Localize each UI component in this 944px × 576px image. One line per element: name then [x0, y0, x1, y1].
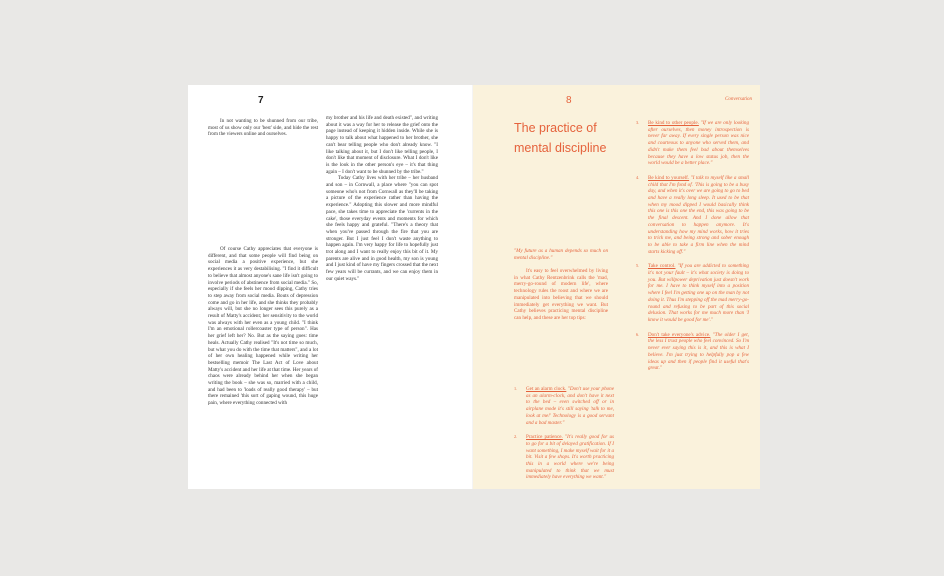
tip-number: 1. — [514, 386, 518, 391]
pull-quote-text: "My future as a human depends so much on mental discipline." — [514, 248, 608, 261]
body-paragraph: In not wanting to be shunned from our tribe, most of us show only our 'best' side, and hide the rest from the viewers online and ourselves. — [208, 118, 318, 138]
tip-heading: Be kind to other people. — [648, 120, 699, 126]
tip-number: 4. — [636, 174, 640, 180]
tip-heading: Don't take everyone's advice. — [648, 331, 711, 338]
tip-body: "If we are only looking after ourselves, then money introspection is never far away. If every single person was nice and courteous to anyone who served them, and didn't make them feel bad about themselves because they have a low status job, then the world would be a better place." — [648, 120, 749, 167]
intro-paragraph: It's easy to feel overwhelmed by living in what Cathy Rentzenbrink calls the 'mad, merry-go-round of modern life', where technology rules the roost and where we are manipulated into believing that we should immediately get everything we want. But Cathy believes practicing mental discipline can help, and these are her top tips: — [514, 268, 608, 321]
tip-body: "The older I get, the less I trust people who feel convinced. So I'm never ever saying this is it, and this is what I believe. I'm just trying to helpfully pop a few ideas up and then if people find it useful that's great." — [648, 331, 749, 372]
tip-body: "If you are addicted to something it's not your fault – it's what society is doing to you. But willpower deprivation just doesn't work for me. I have to think myself into a position where I feel I'm getting one up on the man by not doing it. Thus I'm stepping off the mad merry-go-round and refusing to be part of this social delusion. That works for me much more than 'I know it would be good for me'." — [648, 263, 749, 323]
article-title: The practice of mental discipline — [514, 121, 607, 155]
body-paragraph: my brother and his life and death existed", and writing about it was a way for her to release the grief onto the page instead of keeping it hidden inside. While she is happy to talk about what happened to her brother, she can't bear telling people who don't already know. "I like talking about it, but I don't like telling people, I don't like that moment of disclosure. What I don't like is the look in the other person's eye – it's that thing again – I don't want to be shunned by the tribe." — [326, 115, 438, 175]
tip-body: "Don't use your phone as an alarm-clock, and don't have it next to the bed – even switched off or in airplane mode it's still saying 'talk to me, look at me!' Technology is a good servant and a bad master." — [526, 386, 614, 426]
tip-number: 5. — [636, 263, 640, 269]
left-column-1-top — [208, 118, 318, 138]
tips-list-right — [636, 120, 749, 380]
tip-number: 3. — [636, 120, 640, 125]
tip-heading: Practice patience. — [526, 434, 563, 441]
page-number: 8 — [566, 95, 572, 106]
tip-item — [636, 120, 749, 167]
tip-item — [514, 386, 614, 426]
page-number: 7 — [258, 95, 264, 106]
tip-item — [636, 175, 749, 255]
running-head: Conversation — [725, 97, 752, 102]
body-paragraph: Today Cathy lives with her tribe – her husband and son – in Cornwall, a place where "you can spot someone who's not from Cornwall as they'll be taking a picture of the experience rather than having the experience." Adopting this slower and more mindful pace, she takes time to appreciate the 'currents in the cake', those everyday events and moments for which she feels happy and grateful. "There's a theory that when you've passed through the fire that you are stronger. But I just feel I don't waste anything to happen again. I'm very happy for life to hopefully just trot along and I want to really enjoy this bit of it. My parents are alive and in good health, my son is young and I just kind of have my fingers crossed that the next few years will be currants, and we can enjoy them in our quiet ways." — [326, 175, 438, 282]
tip-heading: Take control. — [648, 263, 676, 270]
left-page — [188, 85, 473, 489]
tip-heading: Get an alarm clock. — [526, 386, 567, 392]
tips-list-left — [514, 386, 614, 489]
tip-body: "I talk to myself like a small child that I'm fond of. 'This is going to be a busy day, and when it's over we are going to go to bed and have a really long sleep. It used to be that when my mood dipped I would basically think this one is this one the end, this was going to be the final descent. And I done allow that conversation to happen anymore. It's understanding how my mind works, how it tries to trick me, and being strong and sober enough to be able to take a firm line when the mind starts kicking off." — [648, 174, 749, 255]
tip-body: "It's really good for us to go for a bit of delayed gratification. If I want something, I make myself wait for it a bit. Visit a few shops. It's worth practicing this in a world where we're being manipulated to think that we must immediately have everything we want." — [526, 434, 615, 481]
tip-item — [636, 263, 749, 323]
tip-number: 2. — [514, 434, 518, 440]
left-column-1-bottom — [208, 246, 318, 407]
body-paragraph: Of course Cathy appreciates that everyone is different, and that some people will find being on social media a positive experience, but she experiences it as very destabilising. "I find it difficult to believe that almost anyone's sane life isn't going to involve periods of abstinence from social media." So, especially if she feels her mood dipping, Cathy tries to step away from social media. Bouts of depression come and go in her life, and she thinks they probably always will, but she no longer sees this purely as a result of Matty's accident; her sensitivity to the world was always with her even as a young child. "I think I'm an emotional rollercoaster type of person". Has her grief left her? No. But as the saying goes: time heals. Actually Cathy realised "It's not time so much, but what you do with the time that matters", and a lot of her own healing happened while writing her bestselling memoir The Last Act of Love about Matty's accident and her life at that time. Her years of chaos were already behind her when she began writing the book – she was so, married with a child, and had been to 'loads of really good therapy' – but there remained 'this sort of gaping wound, this huge pain, where everything connected with — [208, 246, 318, 407]
left-column-2 — [326, 115, 438, 283]
intro-column — [514, 268, 608, 322]
tip-item — [514, 434, 614, 481]
tip-item — [636, 332, 749, 372]
right-page — [473, 85, 760, 489]
tip-heading: Be kind to yourself. — [648, 174, 690, 181]
tip-number: 6. — [636, 331, 640, 337]
pull-quote — [514, 248, 608, 261]
